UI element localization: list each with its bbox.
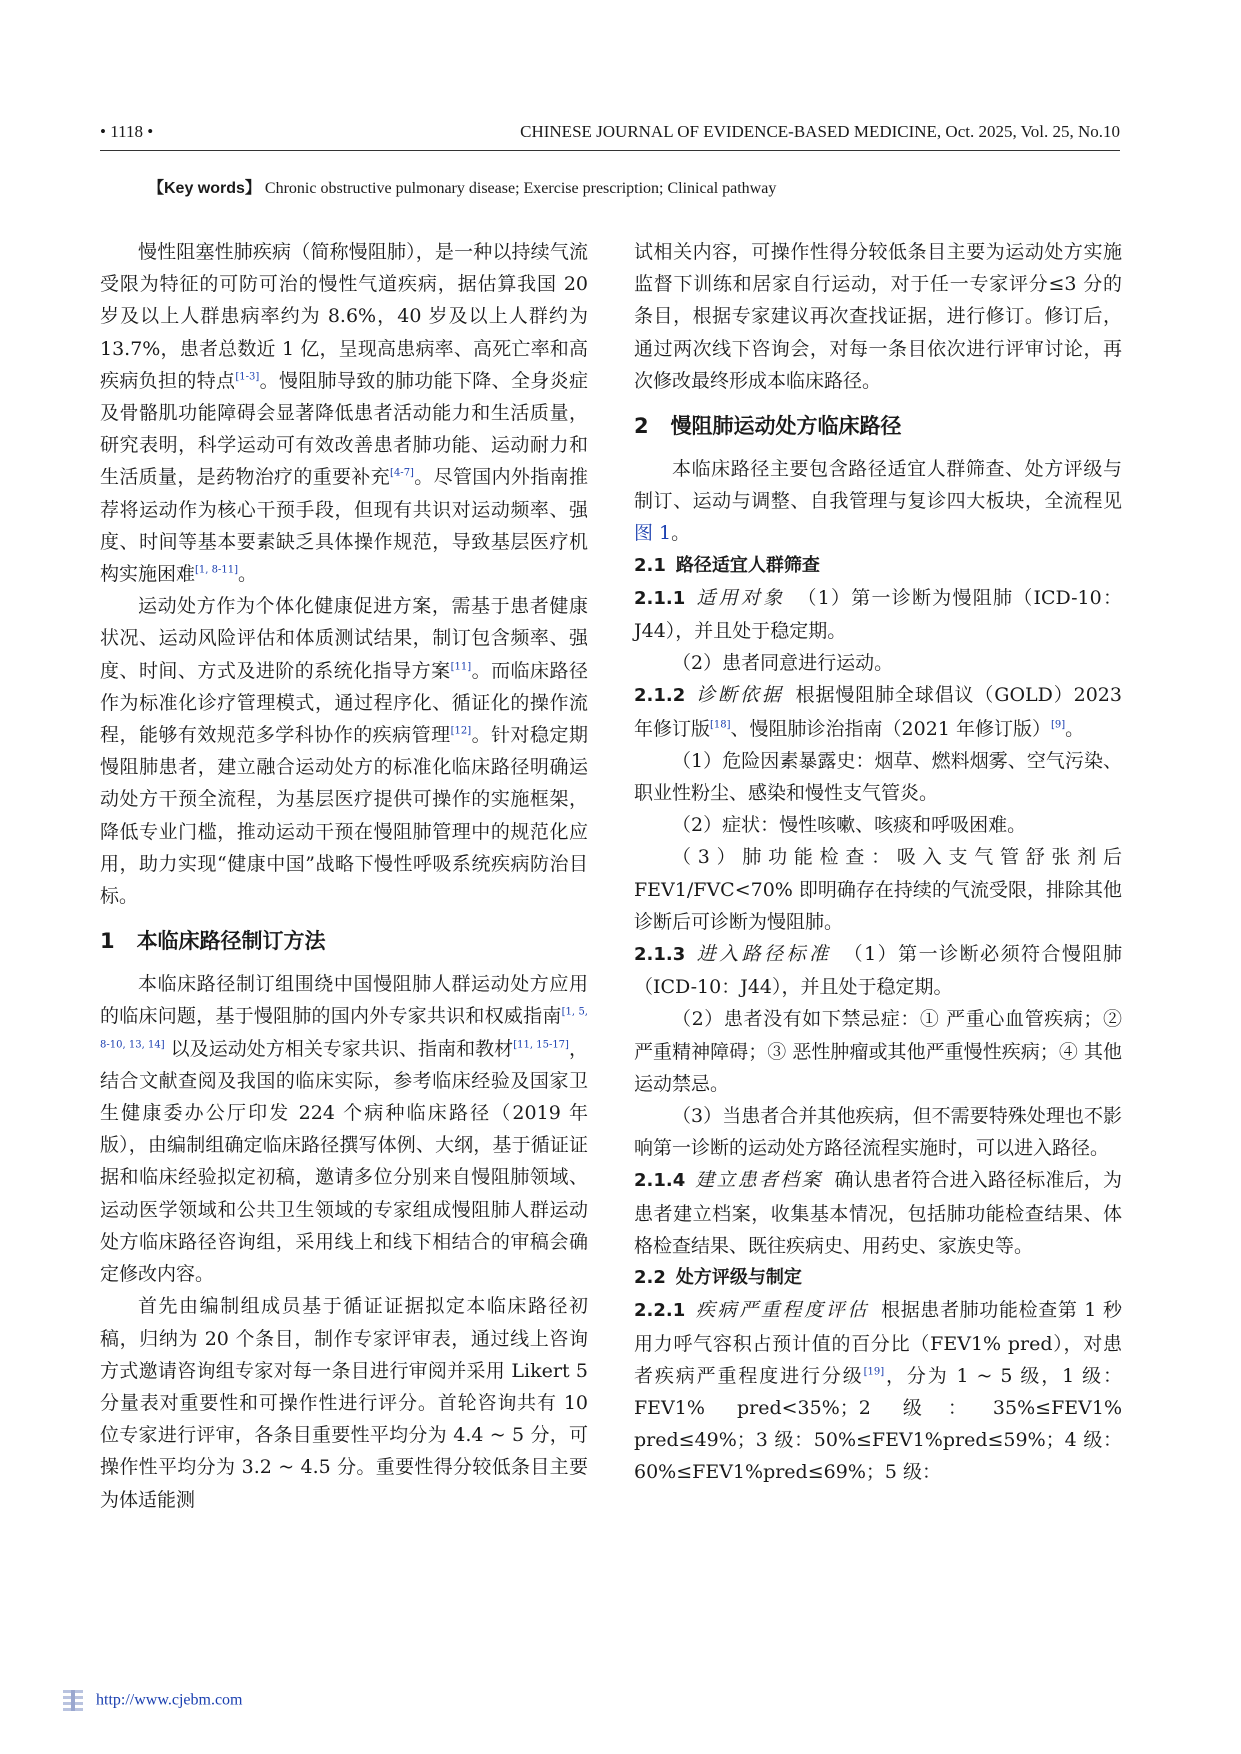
paragraph: 2.1.1 适用对象 （1）第一诊断为慢阻肺（ICD-10：J44），并且处于稳定期。 bbox=[634, 586, 1122, 643]
paragraph: 运动处方作为个体化健康促进方案，需基于患者健康状况、运动风险评估和体质测试结果，制订包含频率、强度、时间、方式及进阶的系统化指导方案[11]。而临床路径作为标准化诊疗管理模式，通过程序化、循证化的操作流程，能够有效规范多学科协作的疾病管理[12]。针对稳定期慢阻肺患者，建立融合运动处方的标准化临床路径明确运动处方干预全流程，为基层医疗提供可操作的实施框架，降低专业门槛，推动运动干预在慢阻肺管理中的规范化应用，助力实现“健康中国”战略下慢性呼吸系统疾病防治目标。 bbox=[100, 595, 588, 908]
paragraph: （3）肺功能检查：吸入支气管舒张剂后 FEV1/FVC<70% 即明确存在持续的气流受限，排除其他诊断后可诊断为慢阻肺。 bbox=[634, 846, 1122, 933]
paragraph: 本临床路径主要包含路径适宜人群筛查、处方评级与制订、运动与调整、自我管理与复诊四大板块，全流程见图 1。 bbox=[634, 458, 1122, 545]
paragraph: （3）当患者合并其他疾病，但不需要特殊处理也不影响第一诊断的运动处方路径流程实施时，可以进入路径。 bbox=[634, 1105, 1122, 1160]
paragraph: （2）患者没有如下禁忌症：① 严重心血管疾病；② 严重精神障碍；③ 恶性肿瘤或其他严重慢性疾病；④ 其他运动禁忌。 bbox=[634, 1008, 1122, 1095]
citation[interactable]: [11, 15-17] bbox=[513, 1039, 569, 1051]
journal-url-link[interactable]: http://www.cjebm.com bbox=[96, 1691, 243, 1709]
right-column bbox=[634, 236, 1122, 1489]
keywords bbox=[148, 175, 1108, 198]
citation[interactable]: [4-7] bbox=[390, 468, 414, 480]
keywords-text: Chronic obstructive pulmonary disease; Exercise prescription; Clinical pathway bbox=[264, 180, 777, 197]
page-number: • 1118 • bbox=[100, 122, 154, 141]
citation[interactable]: [1, 8-11] bbox=[195, 564, 239, 576]
paragraph: 2.1.4 建立患者档案 确认患者符合进入路径标准后，为患者建立档案，收集基本情况，包括肺功能检查结果、体格检查结果、既往疾病史、用药史、家族史等。 bbox=[634, 1169, 1122, 1257]
left-column bbox=[100, 236, 588, 1516]
citation[interactable]: [12] bbox=[450, 725, 472, 737]
paragraph: 2.2.1 疾病严重程度评估 根据患者肺功能检查第 1 秒用力呼气容积占预计值的百分比（FEV1% pred），对患者疾病严重程度进行分级[19]，分为 1 ~ 5 级，1 级：FEV1% pred<35%；2 级：35%≤FEV1% pred≤49%；3 级：50%≤FEV1%pred≤59%；4 级：60%≤FEV1%pred≤69%；5 级： bbox=[634, 1299, 1122, 1484]
paragraph: 2.1.2 诊断依据 根据慢阻肺全球倡议（GOLD）2023 年修订版[18]、慢阻肺诊治指南（2021 年修订版）[9]。 bbox=[634, 684, 1122, 740]
paragraph: 本临床路径制订组围绕中国慢阻肺人群运动处方应用的临床问题，基于慢阻肺的国内外专家共识和权威指南[1, 5, 8-10, 13, 14] 以及运动处方相关专家共识、指南和教材[11, 15-17]，结合文献查阅及我国的临床实际，参考临床经验及国家卫生健康委办公厅印发 224 个病种临床路径（2019 年版），由编制组确定临床路径撰写体例、大纲，基于循证证据和临床经验拟定初稿，邀请多位分别来自慢阻肺领域、运动医学领域和公共卫生领域的专家组成慢阻肺人群运动处方临床路径咨询组，采用线上和线下相结合的审稿会确定修改内容。 bbox=[100, 973, 588, 1286]
subsection-heading-2-1: 2.1 路径适宜人群筛查 bbox=[634, 554, 820, 576]
paragraph: 慢性阻塞性肺疾病（简称慢阻肺），是一种以持续气流受限为特征的可防可治的慢性气道疾病，据估算我国 20 岁及以上人群患病率约为 8.6%，40 岁及以上人群约为 13.7%，患者总数近 1 亿，呈现高患病率、高死亡率和高疾病负担的特点[1-3]。慢阻肺导致的肺功能下降、全身炎症及骨骼肌功能障碍会显著降低患者活动能力和生活质量，研究表明，科学运动可有效改善患者肺功能、运动耐力和生活质量，是药物治疗的重要补充[4-7]。尽管国内外指南推荐将运动作为核心干预手段，但现有共识对运动频率、强度、时间等基本要素缺乏具体操作规范，导致基层医疗机构实施困难[1, 8-11]。 bbox=[100, 241, 588, 586]
paragraph: 首先由编制组成员基于循证证据拟定本临床路径初稿，归纳为 20 个条目，制作专家评审表，通过线上咨询方式邀请咨询组专家对每一条目进行审阅并采用 Likert 5 分量表对重要性和可操作性进行评分。首轮咨询共有 10 位专家进行评审，各条目重要性平均分为 4.4 ~ 5 分，可操作性平均分为 3.2 ~ 4.5 分。重要性得分较低条目主要为体适能测 bbox=[100, 1295, 588, 1511]
paragraph: （1）危险因素暴露史：烟草、燃料烟雾、空气污染、职业性粉尘、感染和慢性支气管炎。 bbox=[634, 749, 1122, 805]
journal-info: CHINESE JOURNAL OF EVIDENCE-BASED MEDICINE, Oct. 2025, Vol. 25, No.10 bbox=[520, 122, 1120, 141]
subsection-heading-2-2: 2.2 处方评级与制定 bbox=[634, 1267, 802, 1289]
section-heading-2: 2 慢阻肺运动处方临床路径 bbox=[634, 414, 902, 439]
keywords-label: 【Key words】 bbox=[148, 180, 261, 197]
paragraph: 试相关内容，可操作性得分较低条目主要为运动处方实施监督下训练和居家自行运动，对于任一专家评分≤3 分的条目，根据专家建议再次查找证据，进行修订。修订后，通过两次线下咨询会，对每一条目依次进行评审讨论，再次修改最终形成本临床路径。 bbox=[634, 241, 1122, 392]
section-heading-1: 1 本临床路径制订方法 bbox=[100, 929, 326, 954]
citation[interactable]: [1, 5, 8-10, 13, 14] bbox=[100, 1007, 588, 1051]
citation[interactable]: [9] bbox=[1050, 719, 1066, 731]
running-header bbox=[100, 120, 1120, 151]
cjebm-logo-icon bbox=[60, 1688, 86, 1714]
paragraph: 2.1.3 进入路径标准 （1）第一诊断必须符合慢阻肺（ICD-10：J44），并且处于稳定期。 bbox=[634, 943, 1122, 999]
citation[interactable]: [1-3] bbox=[235, 371, 260, 383]
citation[interactable]: [11] bbox=[450, 661, 472, 673]
citation[interactable]: [19] bbox=[863, 1366, 885, 1378]
paragraph: （2）症状：慢性咳嗽、咳痰和呼吸困难。 bbox=[672, 814, 1027, 837]
citation[interactable]: [18] bbox=[710, 719, 731, 731]
paragraph: （2）患者同意进行运动。 bbox=[672, 652, 894, 675]
figure-link[interactable]: 图 1 bbox=[634, 522, 672, 545]
footer bbox=[60, 1688, 243, 1714]
